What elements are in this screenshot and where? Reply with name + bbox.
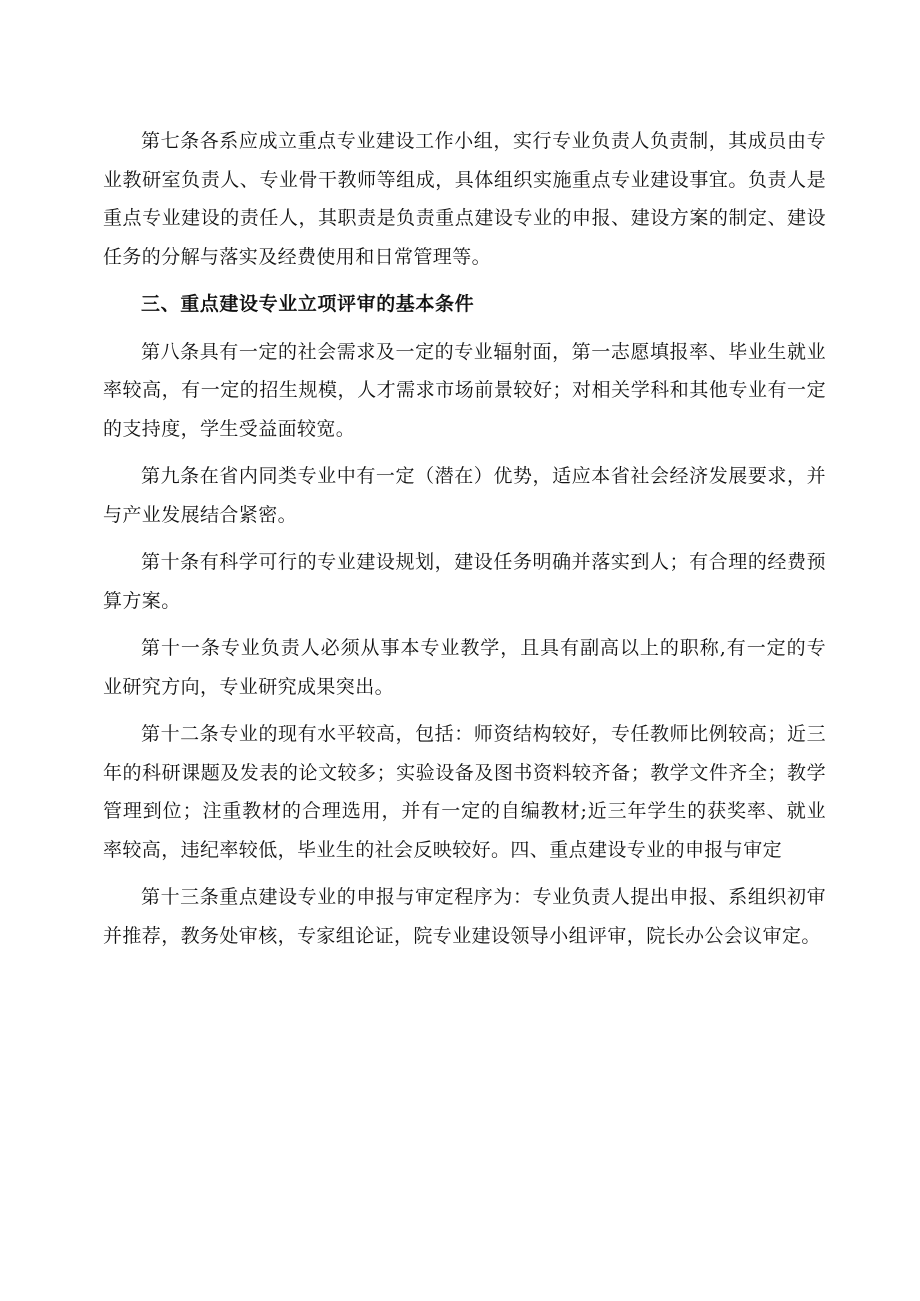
article-8-paragraph: 第八条具有一定的社会需求及一定的专业辐射面，第一志愿填报率、毕业生就业率较高，有一定的招生规模，人才需求市场前景较好；对相关学科和其他专业有一定的支持度，学生受益面较宽。 <box>103 340 826 440</box>
article-11-paragraph: 第十一条专业负责人必须从事本专业教学，且具有副高以上的职称,有一定的专业研究方向，专业研究成果突出。 <box>103 637 826 698</box>
article-9-paragraph: 第九条在省内同类专业中有一定（潜在）优势，适应本省社会经济发展要求，并与产业发展结合紧密。 <box>103 465 826 526</box>
article-13-paragraph: 第十三条重点建设专业的申报与审定程序为：专业负责人提出申报、系组织初审并推荐，教务处审核，专家组论证，院专业建设领导小组评审，院长办公会议审定。 <box>103 886 826 947</box>
article-7-paragraph: 第七条各系应成立重点专业建设工作小组，实行专业负责人负责制，其成员由专业教研室负责人、专业骨干教师等组成，具体组织实施重点专业建设事宜。负责人是重点专业建设的责任人，其职责是负责重点建设专业的申报、建设方案的制定、建设任务的分解与落实及经费使用和日常管理等。 <box>103 130 826 268</box>
article-10-paragraph: 第十条有科学可行的专业建设规划，建设任务明确并落实到人；有合理的经费预算方案。 <box>103 551 826 612</box>
article-12-paragraph: 第十二条专业的现有水平较高，包括：师资结构较好，专任教师比例较高；近三年的科研课题及发表的论文较多；实验设备及图书资料较齐备；教学文件齐全；教学管理到位；注重教材的合理选用，并有一定的自编教材;近三年学生的获奖率、就业率较高，违纪率较低，毕业生的社会反映较好。四、重点建设专业的申报与审定 <box>103 723 826 861</box>
section-3-heading: 三、重点建设专业立项评审的基本条件 <box>141 293 475 315</box>
